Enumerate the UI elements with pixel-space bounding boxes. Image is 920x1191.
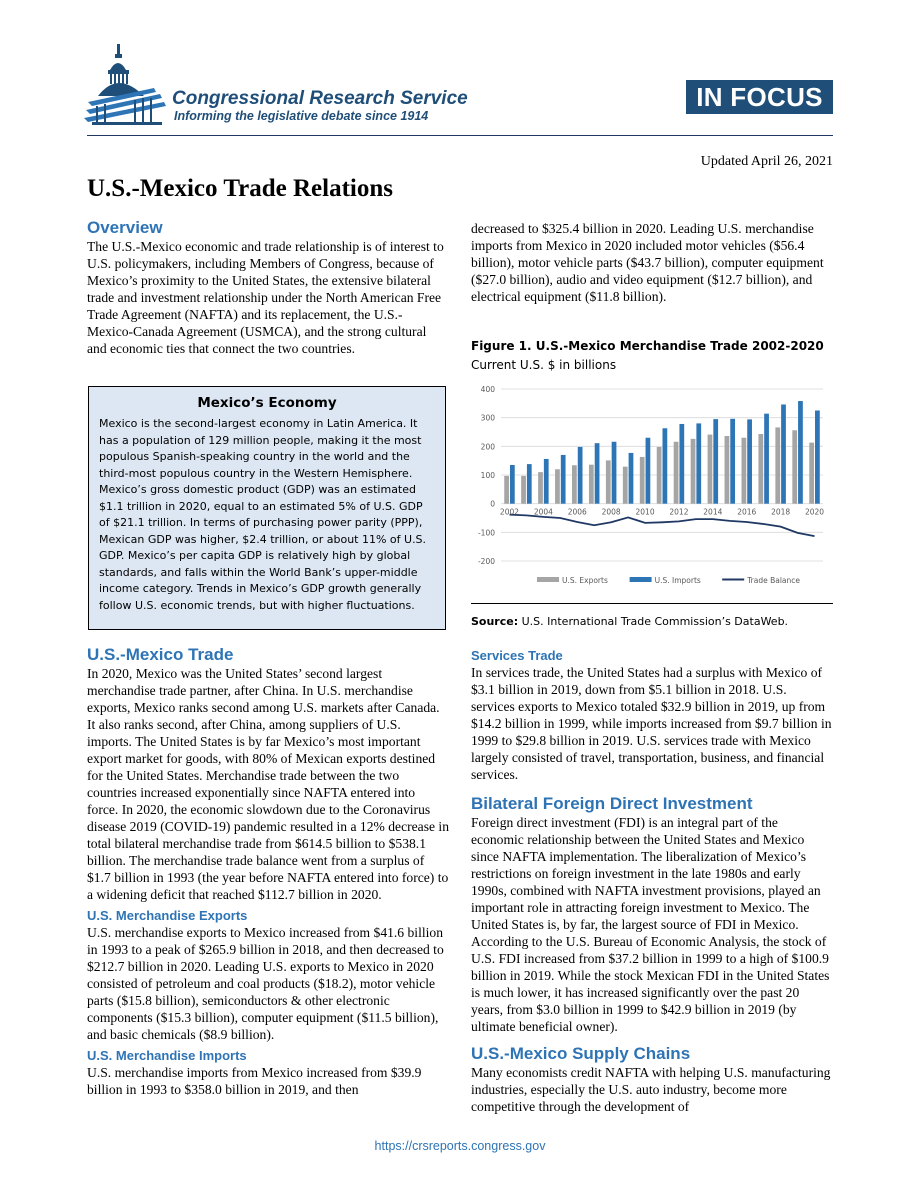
mexico-economy-box (88, 386, 446, 630)
x-tick-label: 2016 (737, 507, 757, 517)
imports-text-right: decreased to $325.4 billion in 2020. Leading U.S. merchandise imports from Mexico in 2020 included motor vehicles ($56.4 billion), motor vehicle parts ($43.7 billion), computer equipment ($27.0 billion), audio and video equipment ($12.7 billion), and electrical equipment ($11.8 billion). (471, 221, 824, 304)
export-bar (674, 442, 679, 504)
y-tick-label: 200 (480, 442, 495, 452)
x-tick-label: 2006 (567, 507, 587, 517)
import-bar (527, 464, 532, 504)
legend-swatch (537, 577, 559, 582)
imports-heading: U.S. Merchandise Imports (87, 1048, 247, 1063)
x-tick-label: 2012 (669, 507, 689, 517)
chart-bottom-rule (471, 603, 833, 604)
import-bar (815, 411, 820, 504)
x-tick-label: 2014 (703, 507, 723, 517)
figure-subtitle: Current U.S. $ in billions (471, 358, 617, 372)
capitol-dome-icon (84, 40, 174, 132)
import-bar (679, 424, 684, 504)
right-column-top (471, 220, 831, 305)
export-bar (538, 472, 543, 504)
export-bar (504, 476, 509, 504)
right-column-bottom (471, 647, 833, 1115)
y-tick-label: 400 (480, 385, 495, 394)
source-text: U.S. International Trade Commission’s DataWeb. (521, 615, 789, 628)
exports-heading: U.S. Merchandise Exports (87, 908, 248, 923)
services-text: In services trade, the United States had a surplus with Mexico of $3.1 billion in 2019, down from $5.1 billion in 2018. U.S. services exports to Mexico totaled $32.9 billion in 2019, up from $14.2 billion in 1999, while imports increased from $9.7 billion in 1999 to $29.8 billion in 2019. U.S. services trade with Mexico largely consisted of travel, transportation, business, and financial services. (471, 665, 832, 782)
trade-balance-line (510, 515, 815, 537)
import-bar (612, 442, 617, 504)
x-tick-label: 2002 (499, 507, 520, 517)
export-bar (708, 435, 713, 504)
x-tick-label: 2018 (771, 507, 791, 517)
export-bar (589, 465, 594, 504)
legend-swatch (630, 577, 652, 582)
x-tick-label: 2008 (601, 507, 621, 517)
x-tick-label: 2020 (804, 507, 825, 517)
exports-text: U.S. merchandise exports to Mexico increased from $41.6 billion in 1993 to a peak of $265.9 billion in 2018, and then decreased to $212.7 billion in 2020. Leading U.S. exports to Mexico in 2020 consisted of petroleum and coal products ($18.2), motor vehicle parts ($15.8 billion), semiconductors & other electronic components ($15.3 billion), computer equipment ($11.5 billion), and basic chemicals ($8.9 billion). (87, 925, 444, 1042)
fdi-text: Foreign direct investment (FDI) is an integral part of the economic relationship between the United States and Mexico since NAFTA implementation. The liberalization of Mexico’s restrictions on foreign investment in the late 1980s and early 1990s, combined with NAFTA investment provisions, played an important role in attracting foreign investment to Mexico. The United States is, by far, the largest source of FDI in Mexico. According to the U.S. Bureau of Economic Analysis, the stock of U.S. FDI increased from $37.2 billion in 1999 to a high of $100.9 billion in 2019. While the stock Mexican FDI in the United States is much lower, it has increased significantly over the past 20 years, from $3.0 billion in 1999 to $42.9 billion in 2019 (by ultimate beneficial owner). (471, 815, 830, 1034)
import-bar (713, 419, 718, 504)
left-column-top (87, 218, 447, 357)
export-bar (521, 476, 526, 504)
import-bar (663, 428, 668, 503)
export-bar (809, 443, 814, 504)
export-bar (555, 469, 560, 503)
trade-chart (471, 377, 833, 603)
import-bar (595, 443, 600, 503)
supply-heading: U.S.-Mexico Supply Chains (471, 1044, 691, 1063)
economy-box-heading: Mexico’s Economy (197, 395, 337, 411)
fdi-heading: Bilateral Foreign Direct Investment (471, 794, 753, 813)
source-label: Source: (471, 615, 519, 628)
figure-source (471, 615, 788, 628)
updated-date: Updated April 26, 2021 (700, 154, 833, 169)
page-title: U.S.-Mexico Trade Relations (87, 175, 393, 202)
x-tick-label: 2004 (533, 507, 553, 517)
export-bar (775, 427, 780, 503)
import-bar (544, 459, 549, 504)
import-bar (578, 447, 583, 504)
export-bar (657, 447, 662, 504)
y-tick-label: 300 (480, 413, 495, 423)
imports-text-left: U.S. merchandise imports from Mexico increased from $39.9 billion in 1993 to $358.0 billion in 2019, and then (87, 1065, 422, 1097)
x-tick-label: 2010 (635, 507, 655, 517)
y-tick-label: -100 (477, 528, 495, 538)
trade-heading: U.S.-Mexico Trade (87, 645, 234, 664)
overview-text: The U.S.-Mexico economic and trade relationship is of interest to U.S. policymakers, including Members of Congress, because of Mexico’s proximity to the United States, the extensive bilateral trade and investment relationship under the North American Free Trade Agreement (NAFTA) and its replacement, the U.S.-Mexico-Canada Agreement (USMCA), and the strong cultural and economic ties that connect the two countries. (87, 239, 444, 356)
import-bar (747, 419, 752, 503)
economy-box-text: Mexico is the second-largest economy in Latin America. It has a population of 129 million people, making it the most populous Spanish-speaking country in the world and the third-most populous country in the Western Hemisphere. Mexico’s gross domestic product (GDP) was an estimated $1.1 trillion in 2020, equal to an estimated 5% of U.S. GDP of $21.1 trillion. In terms of purchasing power parity (PPP), Mexican GDP was higher, $2.4 trillion, or about 11% of U.S. GDP. Mexico’s per capita GDP is relatively high by global standards, and falls within the World Bank’s upper-middle income category. Trends in Mexico’s GDP growth generally follow U.S. economic trends, but with higher fluctuations. (99, 417, 427, 612)
import-bar (561, 455, 566, 504)
import-bar (696, 423, 701, 503)
org-tagline: Informing the legislative debate since 1914 (174, 109, 429, 123)
export-bar (623, 467, 628, 504)
import-bar (781, 404, 786, 503)
y-tick-label: 100 (480, 471, 495, 480)
y-tick-label: -200 (477, 557, 495, 566)
export-bar (572, 465, 577, 503)
overview-heading: Overview (87, 218, 163, 237)
import-bar (764, 414, 769, 504)
export-bar (758, 434, 763, 504)
trade-text: In 2020, Mexico was the United States’ second largest merchandise trade partner, after China. In U.S. merchandise exports, Mexico ranks second among U.S. markets after Canada. It also ranks second, after China, among suppliers of U.S. imports. The United States is by far Mexico’s most important export market for goods, with 80% of Mexican exports destined for the United States. Merchandise trade between the two countries increased exponentially since NAFTA entered into force. In 2020, the economic slowdown due to the Coronavirus disease 2019 (COVID-19) pandemic resulted in a 12% decrease in total bilateral merchandise trade from $614.5 billion to $538.1 billion. The merchandise trade balance went from a surplus of $1.7 billion in 1993 (the year before NAFTA entered into force) to a widening deficit that reached $112.7 billion in 2020. (87, 666, 449, 902)
y-tick-label: 0 (490, 499, 495, 509)
import-bar (510, 465, 515, 504)
export-bar (691, 439, 696, 504)
services-heading: Services Trade (471, 648, 563, 663)
legend-label: U.S. Exports (562, 576, 608, 585)
crs-logo (84, 40, 174, 132)
figure-title: Figure 1. U.S.-Mexico Merchandise Trade 2002-2020 (471, 339, 824, 353)
org-name: Congressional Research Service (172, 88, 468, 109)
supply-text: Many economists credit NAFTA with helping U.S. manufacturing industries, especially the U.S. auto industry, become more competitive through the development of (471, 1065, 831, 1114)
legend-label: Trade Balance (747, 576, 801, 585)
import-bar (646, 438, 651, 504)
in-focus-badge: IN FOCUS (686, 80, 833, 114)
export-bar (606, 460, 611, 503)
import-bar (730, 419, 735, 504)
export-bar (792, 430, 797, 503)
import-bar (798, 401, 803, 504)
footer-url[interactable]: https://crsreports.congress.gov (374, 1139, 546, 1153)
legend-label: U.S. Imports (654, 576, 701, 585)
export-bar (640, 457, 645, 504)
import-bar (629, 453, 634, 504)
export-bar (741, 438, 746, 504)
header-rule (87, 135, 833, 136)
left-column-bottom (87, 645, 449, 1098)
export-bar (725, 436, 730, 504)
